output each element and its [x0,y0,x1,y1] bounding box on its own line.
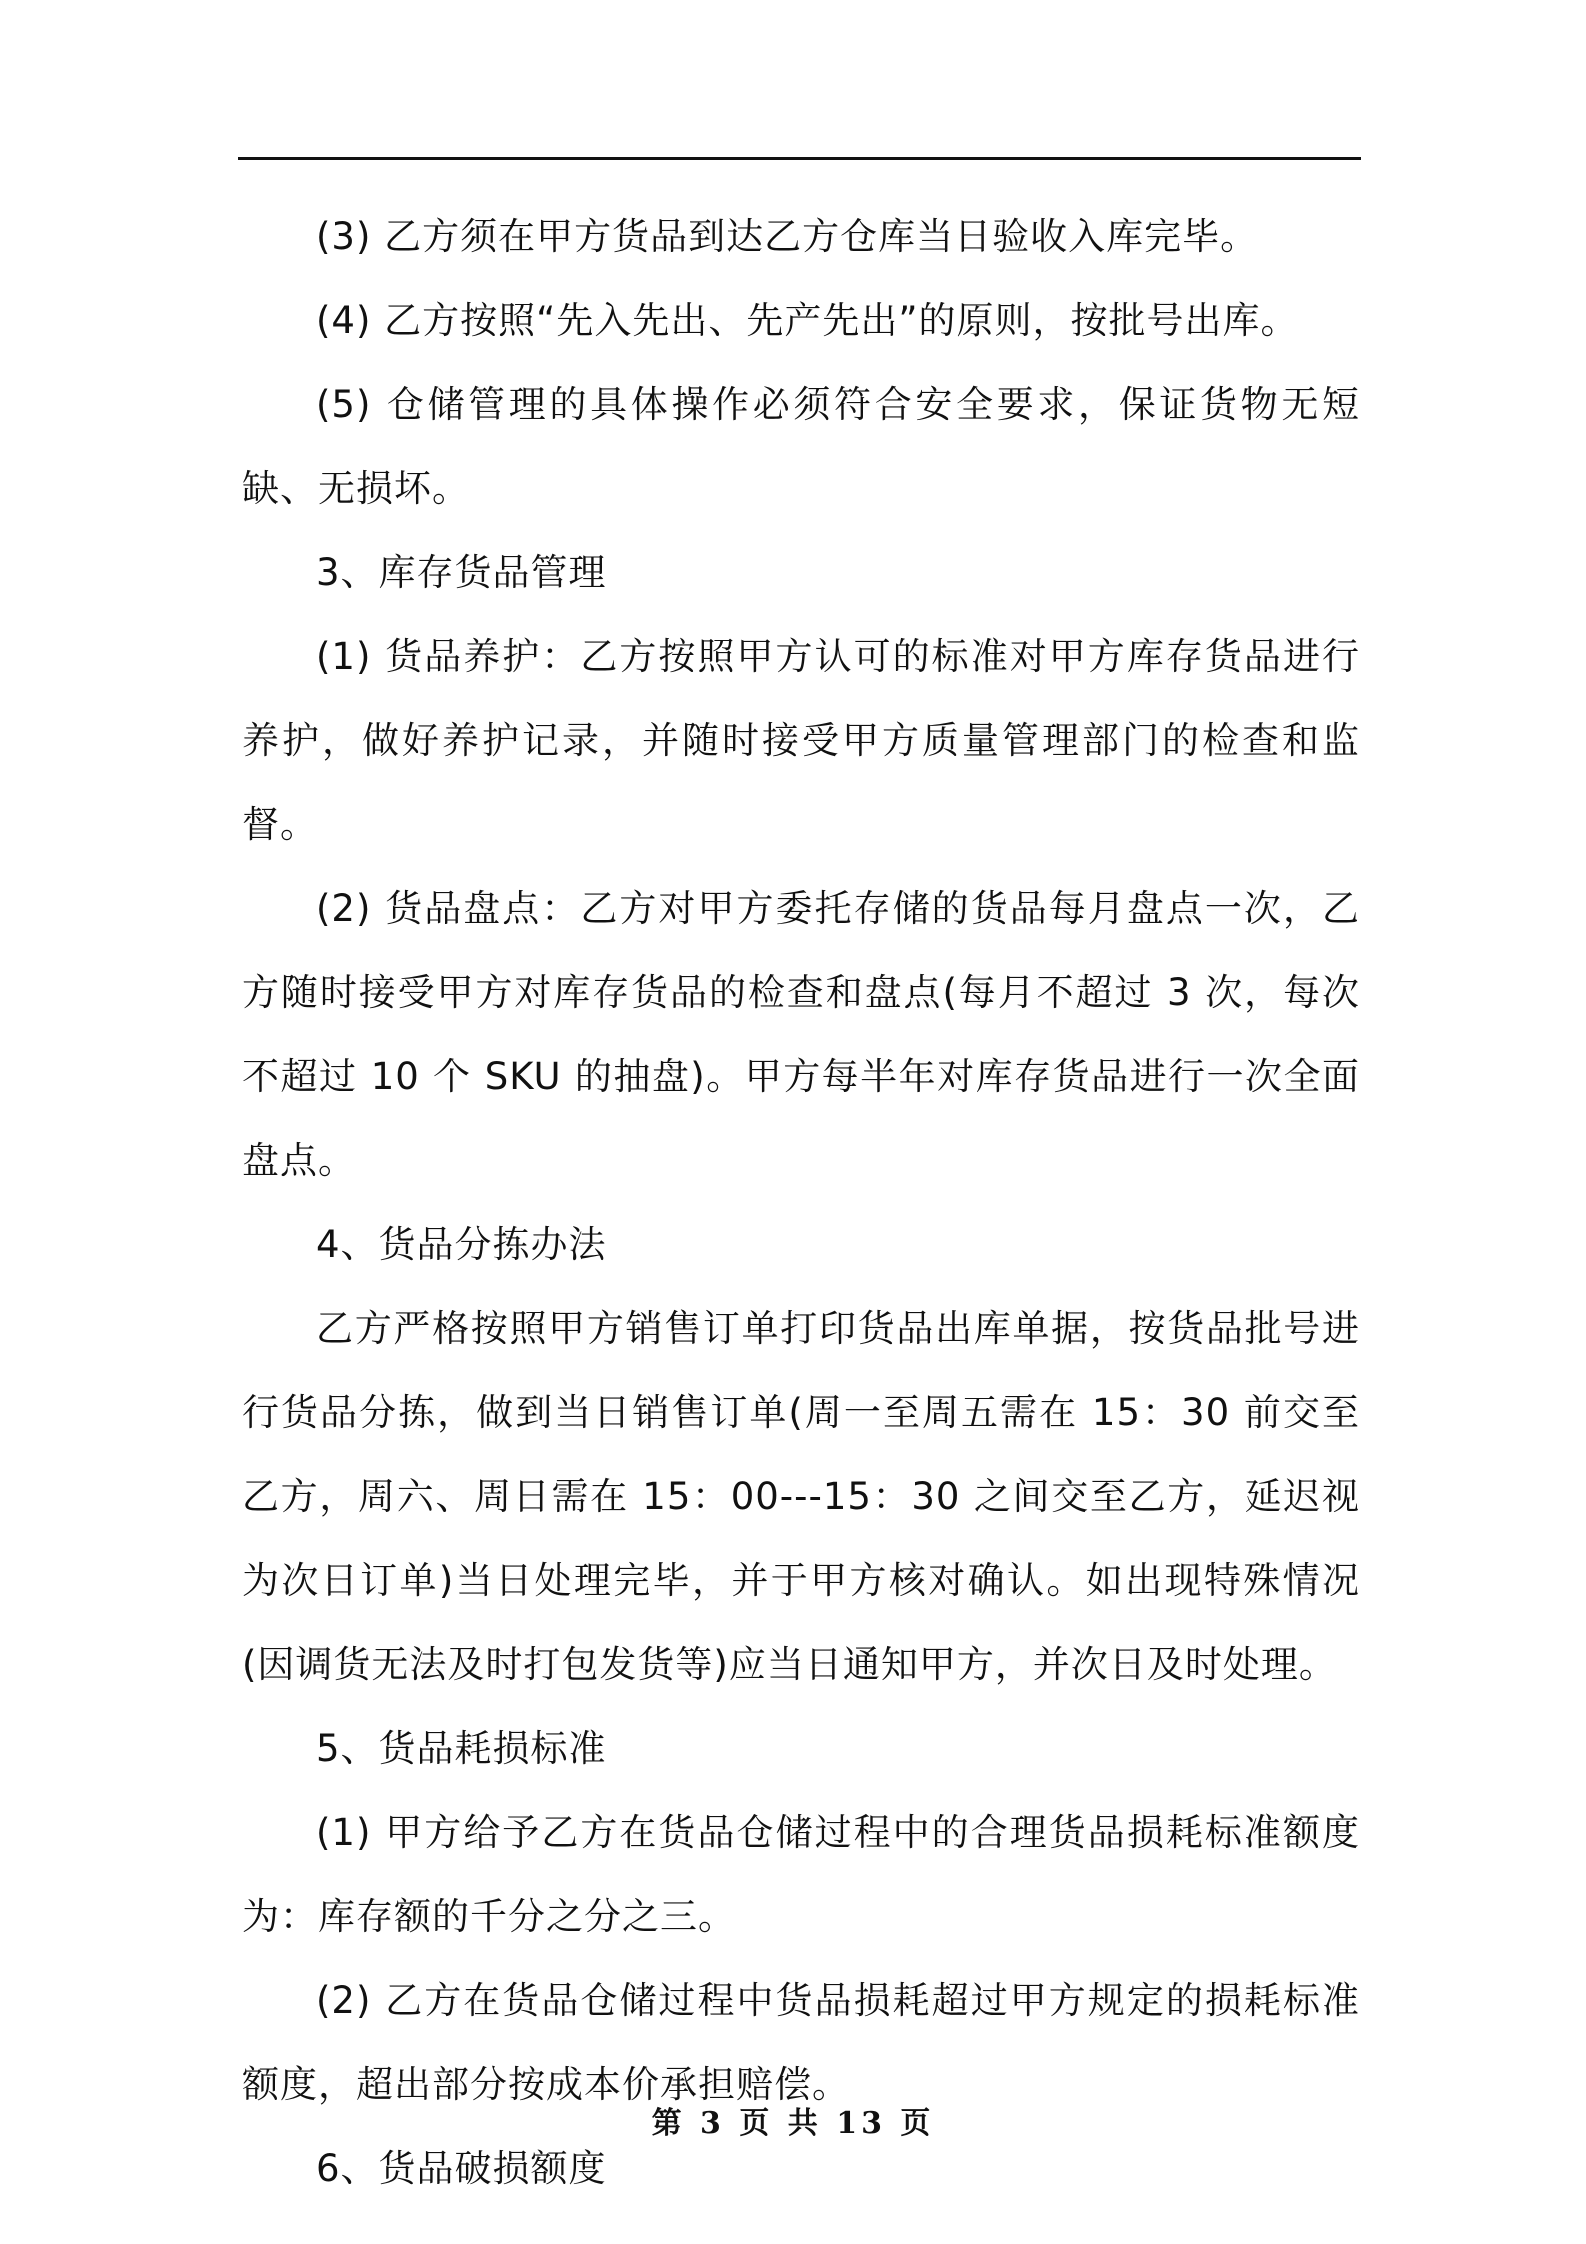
paragraph-5-safety: (5) 仓储管理的具体操作必须符合安全要求，保证货物无短缺、无损坏。 [242,383,1360,510]
paragraph-4-fifo: (4) 乙方按照“先入先出、先产先出”的原则，按批号出库。 [316,299,1299,342]
paragraph-maintenance: (1) 货品养护：乙方按照甲方认可的标准对甲方库存货品进行养护，做好养护记录，并随时接受甲方质量管理部门的检查和监督。 [242,635,1360,846]
paragraph-3-receiving: (3) 乙方须在甲方货品到达乙方仓库当日验收入库完毕。 [316,215,1259,258]
document-body [242,195,1360,2211]
section-heading-inventory: 3、库存货品管理 [316,551,607,594]
section-heading-damage: 6、货品破损额度 [316,2147,607,2190]
paragraph-stocktake: (2) 货品盘点：乙方对甲方委托存储的货品每月盘点一次，乙方随时接受甲方对库存货品的检查和盘点(每月不超过 3 次，每次不超过 10 个 SKU 的抽盘)。甲方每半年对库存货品进行一次全面盘点。 [242,887,1360,1182]
paragraph-loss-excess: (2) 乙方在货品仓储过程中货品损耗超过甲方规定的损耗标准额度，超出部分按成本价承担赔偿。 [242,1979,1360,2106]
paragraph-loss-standard: (1) 甲方给予乙方在货品仓储过程中的合理货品损耗标准额度为：库存额的千分之分之三。 [242,1811,1360,1938]
header-rule [238,157,1361,160]
paragraph-picking: 乙方严格按照甲方销售订单打印货品出库单据，按货品批号进行货品分拣，做到当日销售订单(周一至周五需在 15：30 前交至乙方，周六、周日需在 15：00---15：30 之间交至乙方，延迟视为次日订单)当日处理完毕，并于甲方核对确认。如出现特殊情况(因调货无法及时打包发货等)应当日通知甲方，并次日及时处理。 [242,1307,1360,1686]
page-footer: 第 3 页 共 13 页 [651,2106,935,2141]
section-heading-picking: 4、货品分拣办法 [316,1223,607,1266]
section-heading-loss: 5、货品耗损标准 [316,1727,607,1770]
